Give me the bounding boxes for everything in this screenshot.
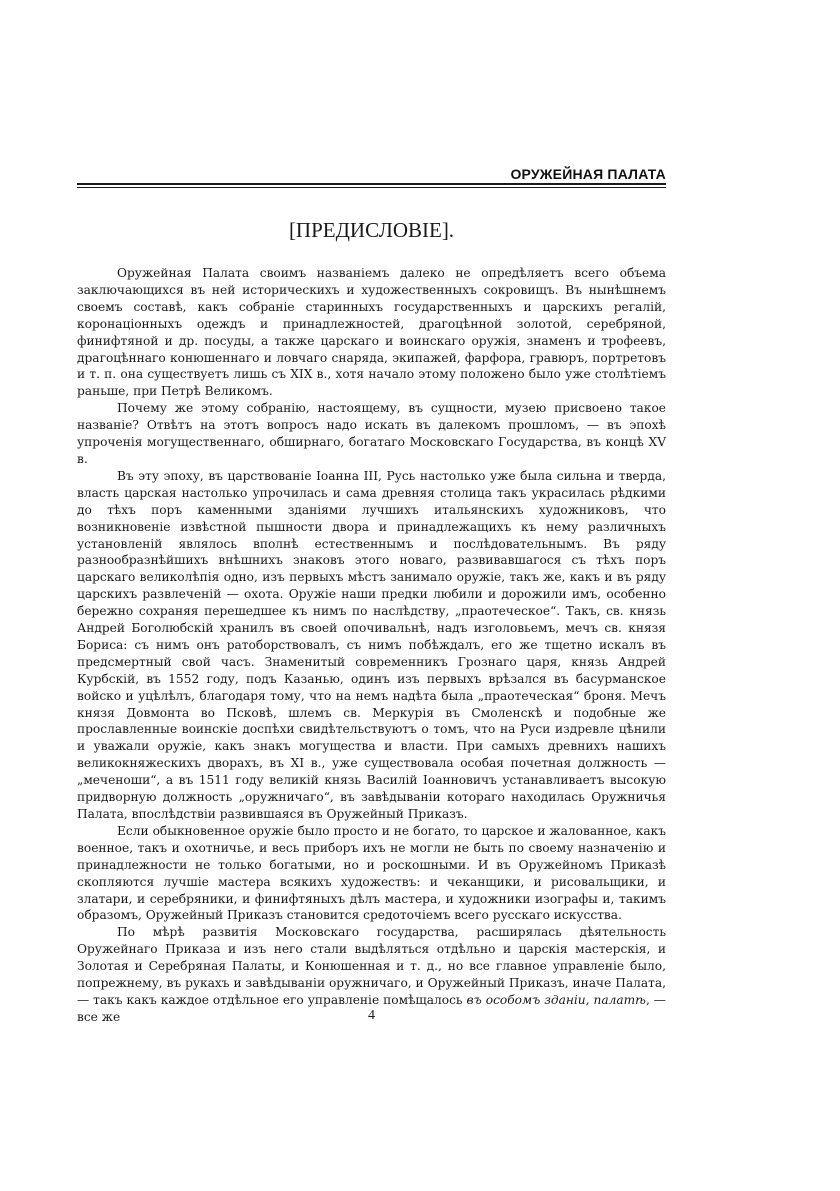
paragraph-5-text-before: По мѣрѣ развитія Московскаго государства, расширялась дѣятельность Оружейнаго Приказа и изъ него стали выдѣляться отдѣльно и царскія мастерскія, и Золотая и Серебряная Палаты, и Конюшенная и т. д., но все главное управленіе было, попрежнему, въ рукахъ и завѣдываніи оружничаго, и Оружейный Приказъ, иначе Палата, — такъ какъ каждое отдѣльное его управленіе помѣщалось bbox=[77, 925, 666, 1007]
paragraph-5-text-after: , — все же bbox=[77, 992, 666, 1024]
header-rule-thick bbox=[77, 183, 666, 185]
header-rule-thin bbox=[77, 187, 666, 188]
page-number: 4 bbox=[368, 1008, 375, 1023]
running-head: ОРУЖЕЙНАЯ ПАЛАТА bbox=[510, 166, 666, 182]
paragraph-1: Оружейная Палата своимъ названіемъ далеко не опредѣляетъ всего объема заключающихся въ ней историческихъ и художественныхъ сокровищъ. Въ нынѣшнемъ своемъ составѣ, какъ собраніе старинныхъ государственныхъ и царскихъ регалій, коронаціонныхъ одеждъ и принадлежностей, драгоцѣнной золотой, серебряной, финифтяной и др. посуды, а также царскаго и воинскаго оружія, знаменъ и трофеевъ, драгоцѣннаго конюшеннаго и ловчаго снаряда, экипажей, фарфора, гравюръ, портретовъ и т. п. она существуетъ лишь съ XIX в., хотя начало этому положено было уже столѣтіемъ раньше, при Петрѣ Великомъ. bbox=[77, 266, 666, 399]
body-text bbox=[77, 265, 666, 1026]
paragraph-2: Почему же этому собранію, настоящему, въ сущности, музею присвоено такое названіе? Отвѣтъ на этотъ вопросъ надо искать въ далекомъ прошломъ, — въ эпохѣ упроченія могущественнаго, обширнаго, богатаго Московскаго Государства, въ концѣ XV в. bbox=[77, 401, 666, 466]
paragraph-3: Въ эту эпоху, въ царствованіе Іоанна III, Русь настолько уже была сильна и тверда, власть царская настолько упрочилась и сама древняя столица такъ украсилась рѣдкими до тѣхъ поръ каменными зданіями лучшихъ итальянскихъ художниковъ, что возникновеніе извѣстной пышности двора и принадлежащихъ къ нему различныхъ установленій являлось вполнѣ естественнымъ и послѣдовательнымъ. Въ ряду разнообразнѣйшихъ внѣшнихъ знаковъ этого новаго, развивавшагося съ тѣхъ поръ царскаго великолѣпія одно, изъ первыхъ мѣстъ занимало оружіе, такъ же, какъ и въ ряду царскихъ развлеченій — охота. Оружіе наши предки любили и дорожили имъ, особенно бережно сохраняя перешедшее къ нимъ по наслѣдству, „праотеческое“. Такъ, св. князь Андрей Боголюбскій хранилъ въ своей опочивальнѣ, надъ изголовьемъ, мечъ св. князя Бориса: съ нимъ онъ ратоборствовалъ, съ нимъ побѣждалъ, его же тщетно искалъ въ предсмертный свой часъ. Знаменитый современникъ Грознаго царя, князь Андрей Курбскій, въ 1552 году, подъ Казанью, одинъ изъ первыхъ врѣзался въ басурманское войско и уцѣлѣлъ, благодаря тому, что на немъ надѣта была „праотеческая“ броня. Мечъ князя Довмонта во Псковѣ, шлемъ св. Меркурія въ Смоленскѣ и подобные же прославленные воинскіе доспѣхи свидѣтельствуютъ о томъ, что на Руси издревле цѣнили и уважали оружіе, какъ знакъ могущества и власти. При самыхъ древнихъ нашихъ великокняжескихъ дворахъ, въ XI в., уже существовала особая почетная должность — „меченоши“, а въ 1511 году великій князь Василій Іоанновичъ устанавливаетъ высокую придворную должность „оружничаго“, въ завѣдываніи котораго находилась Оружничья Палата, впослѣдствіи развившаяся въ Оружейный Приказъ. bbox=[77, 468, 666, 821]
chapter-title: [ПРЕДИСЛОВІЕ]. bbox=[288, 218, 455, 242]
paragraph-5-italic: въ особомъ зданіи, палатѣ bbox=[466, 992, 646, 1007]
paragraph-4: Если обыкновенное оружіе было просто и не богато, то царское и жалованное, какъ военное, такъ и охотничье, и весь приборъ ихъ не могли не быть по своему назначенію и принадлежности не только богатыми, но и роскошными. И въ Оружейномъ Приказѣ скопляются лучшіе мастера всякихъ художествъ: и чеканщики, и рисовальщики, и златари, и серебряники, и финифтяныхъ дѣлъ мастера, и художники изографы и, такимъ образомъ, Оружейный Приказъ становится средоточіемъ всего русскаго искусства. bbox=[77, 823, 666, 923]
